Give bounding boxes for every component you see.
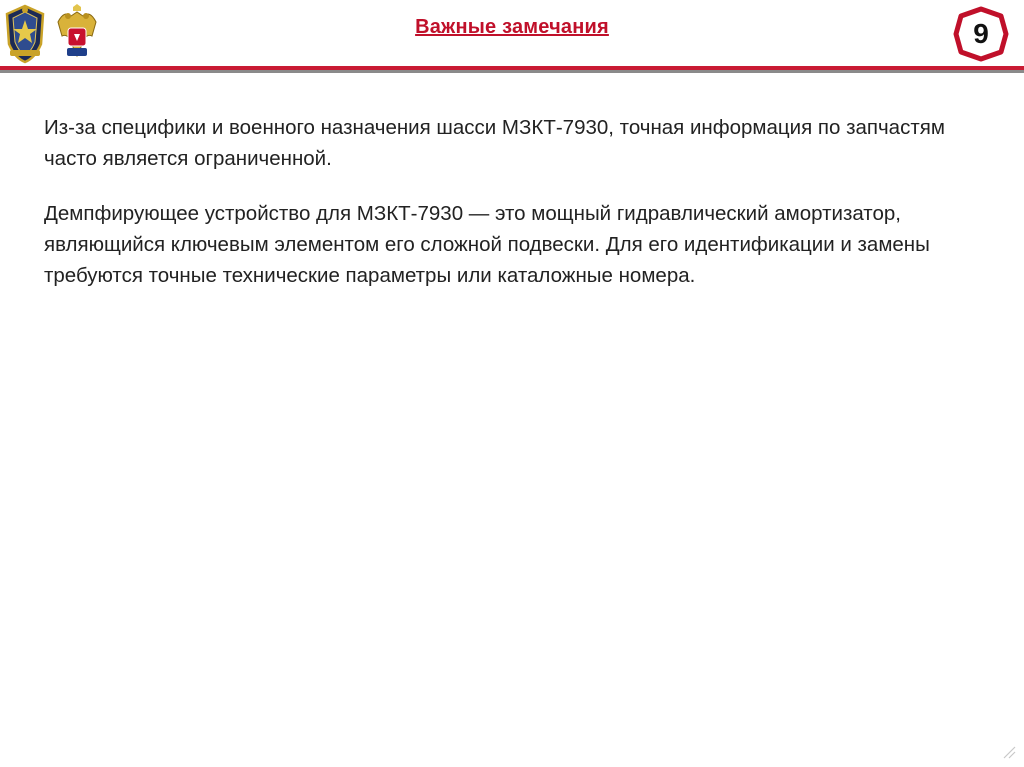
page-number: 9 bbox=[973, 18, 989, 49]
paragraph-2: Демпфирующее устройство для МЗКТ-7930 — это мощный гидравлический амортизатор, являющийся ключевым элементом его сложной подвески. Для его идентификации и замены требуются точные технические параметры или каталожные номера. bbox=[44, 202, 930, 287]
resize-corner-icon bbox=[1002, 745, 1016, 759]
slide-content bbox=[44, 112, 994, 315]
slide-header bbox=[0, 0, 1024, 72]
slide-title: Важные замечания bbox=[415, 16, 609, 38]
paragraph-1: Из-за специфики и военного назначения шасси МЗКТ-7930, точная информация по запчастям часто является ограниченной. bbox=[44, 116, 945, 170]
page-number-badge bbox=[953, 6, 1009, 62]
header-divider bbox=[0, 66, 1024, 73]
